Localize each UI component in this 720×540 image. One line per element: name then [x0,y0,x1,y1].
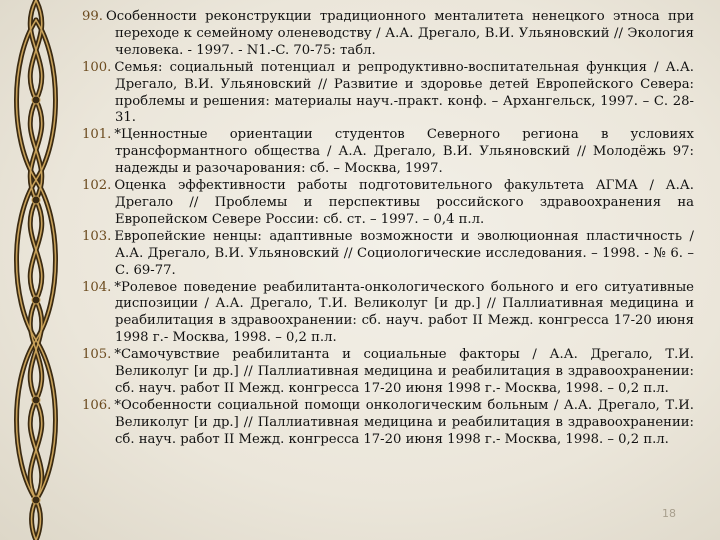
reference-text: Семья: социальный потенциал и репродуктивно-воспитательная функция / А.А. Дрегало, В.И. Ульяновский // Развитие и здоровье детей Европейского Севера: проблемы и решения: материалы науч.-практ. конф. – Архангельск, 1997. – С. 28-31. [114,59,694,126]
reference-item [82,127,694,178]
reference-text: Оценка эффективности работы подготовительного факультета АГМА / А.А. Дрегало // Проблемы и перспективы российского здравоохранения на Европейском Севере России: сб. ст. – 1997. – 0,4 п.л. [114,178,694,227]
reference-item [82,229,694,280]
reference-item [82,398,694,449]
reference-number: 103. [82,228,112,244]
reference-item [82,9,694,60]
reference-text: *Самочувствие реабилитанта и социальные факторы / А.А. Дрегало, Т.И. Великолуг [и др.] // Паллиативная медицина и реабилитация в здравоохранении: сб. науч. работ II Межд. конгресса 17-20 июня 1998 г.- Москва, 1998. – 0,2 п.л. [114,347,694,396]
reference-text: *Ролевое поведение реабилитанта-онкологического больного и его ситуативные диспозиции / А.А. Дрегало, Т.И. Великолуг [и др.] // Паллиативная медицина и реабилитация в здравоохранении: сб. науч. работ II Межд. конгресса 17-20 июня 1998 г.- Москва, 1998. – 0,2 п.л. [114,279,694,346]
reference-list [82,9,694,449]
reference-text: Европейские ненцы: адаптивные возможности и эволюционная пластичность / А.А. Дрегало, В.И. Ульяновский // Социологические исследования. – 1998. - № 6. – С. 69-77. [114,228,694,278]
page-number: 18 [662,507,676,520]
reference-number: 106. [82,397,112,413]
reference-text: Особенности реконструкции традиционного менталитета ненецкого этноса при переходе к семейному оленеводству / А.А. Дрегало, В.И. Ульяновский // Экология человека. - 1997. - N1.-C. 70-75: табл. [105,9,694,58]
reference-number: 100. [82,59,112,75]
celtic-knot-border-icon [8,0,64,540]
reference-number: 99. [82,9,103,24]
reference-number: 104. [82,279,112,295]
reference-number: 105. [82,347,112,363]
reference-number: 101. [82,127,112,143]
reference-text: *Ценностные ориентации студентов Северного региона в условиях трансформантного общества / А.А. Дрегало, В.И. Ульяновский // Молодёжь 97: надежды и разочарования: сб. – Москва, 1997. [114,127,694,177]
reference-number: 102. [82,178,112,194]
reference-item [82,60,694,128]
reference-item [82,347,694,398]
reference-item [82,280,694,348]
reference-item [82,178,694,229]
reference-text: *Особенности социальной помощи онкологическим больным / А.А. Дрегало, Т.И. Великолуг [и др.] // Паллиативная медицина и реабилитация в здравоохранении: сб. науч. работ II Межд. конгресса 17-20 июня 1998 г.- Москва, 1998. – 0,2 п.л. [114,397,694,447]
